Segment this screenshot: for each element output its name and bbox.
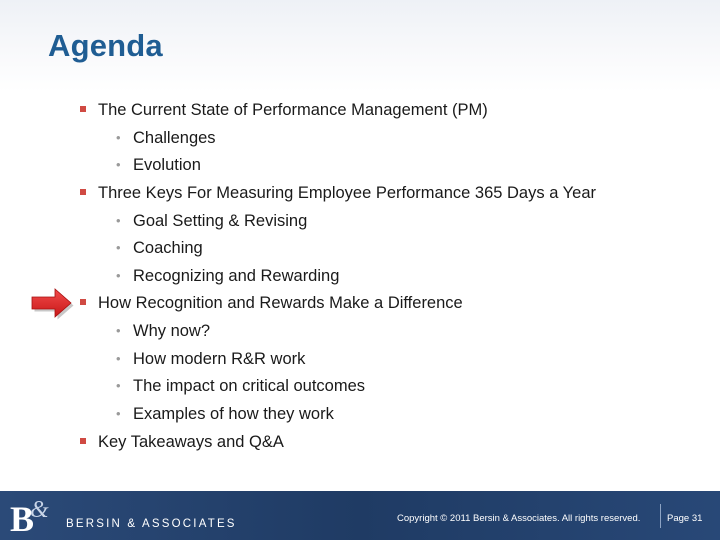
agenda-subitem [116, 128, 216, 148]
bullet-square-icon [80, 299, 86, 305]
agenda-subitem-label: The impact on critical outcomes [133, 377, 366, 395]
agenda-item-label: Key Takeaways and Q&A [98, 433, 284, 451]
bullet-dot-icon: • [116, 213, 121, 228]
agenda-subitem-label: Examples of how they work [133, 405, 334, 423]
page-number: Page 31 [667, 513, 703, 524]
agenda-subitem [116, 155, 201, 175]
agenda-item [98, 183, 596, 203]
agenda-item-label: How Recognition and Rewards Make a Difference [98, 294, 463, 312]
agenda-item-label: Three Keys For Measuring Employee Performance 365 Days a Year [98, 184, 596, 202]
bullet-dot-icon: • [116, 323, 121, 338]
agenda-item [98, 293, 463, 313]
agenda-subitem [116, 321, 211, 341]
bullet-square-icon [80, 189, 86, 195]
agenda-subitem-label: Challenges [133, 129, 216, 147]
bullet-dot-icon: • [116, 268, 121, 283]
bullet-dot-icon: • [116, 240, 121, 255]
bullet-dot-icon: • [116, 378, 121, 393]
bullet-square-icon [80, 438, 86, 444]
company-logo-text: BERSIN & ASSOCIATES [66, 518, 237, 530]
slide-title: Agenda [48, 28, 163, 63]
agenda-subitem-label: Recognizing and Rewarding [133, 267, 340, 285]
agenda-item-label: The Current State of Performance Management (PM) [98, 101, 488, 119]
agenda-item [98, 432, 284, 452]
agenda-subitem-label: Goal Setting & Revising [133, 212, 308, 230]
agenda-subitem [116, 266, 340, 286]
agenda-subitem-label: How modern R&R work [133, 350, 306, 368]
footer-bar [0, 491, 720, 540]
bullet-dot-icon: • [116, 351, 121, 366]
agenda-subitem-label: Why now? [133, 322, 211, 340]
right-arrow-icon [30, 287, 74, 321]
bersin-logo-mark [10, 497, 62, 537]
svg-text:B: B [10, 499, 35, 537]
agenda-item [98, 100, 488, 120]
agenda-subitem [116, 404, 334, 424]
agenda-subitem [116, 349, 306, 369]
agenda-subitem [116, 238, 203, 258]
bullet-dot-icon: • [116, 406, 121, 421]
bullet-dot-icon: • [116, 130, 121, 145]
bullet-square-icon [80, 106, 86, 112]
agenda-subitem [116, 211, 308, 231]
agenda-subitem-label: Coaching [133, 239, 203, 257]
copyright-text: Copyright © 2011 Bersin & Associates. All rights reserved. [397, 513, 641, 524]
footer-divider [660, 504, 661, 528]
agenda-subitem-label: Evolution [133, 156, 201, 174]
svg-text:&: & [30, 497, 49, 523]
bullet-dot-icon: • [116, 157, 121, 172]
agenda-subitem [116, 376, 366, 396]
